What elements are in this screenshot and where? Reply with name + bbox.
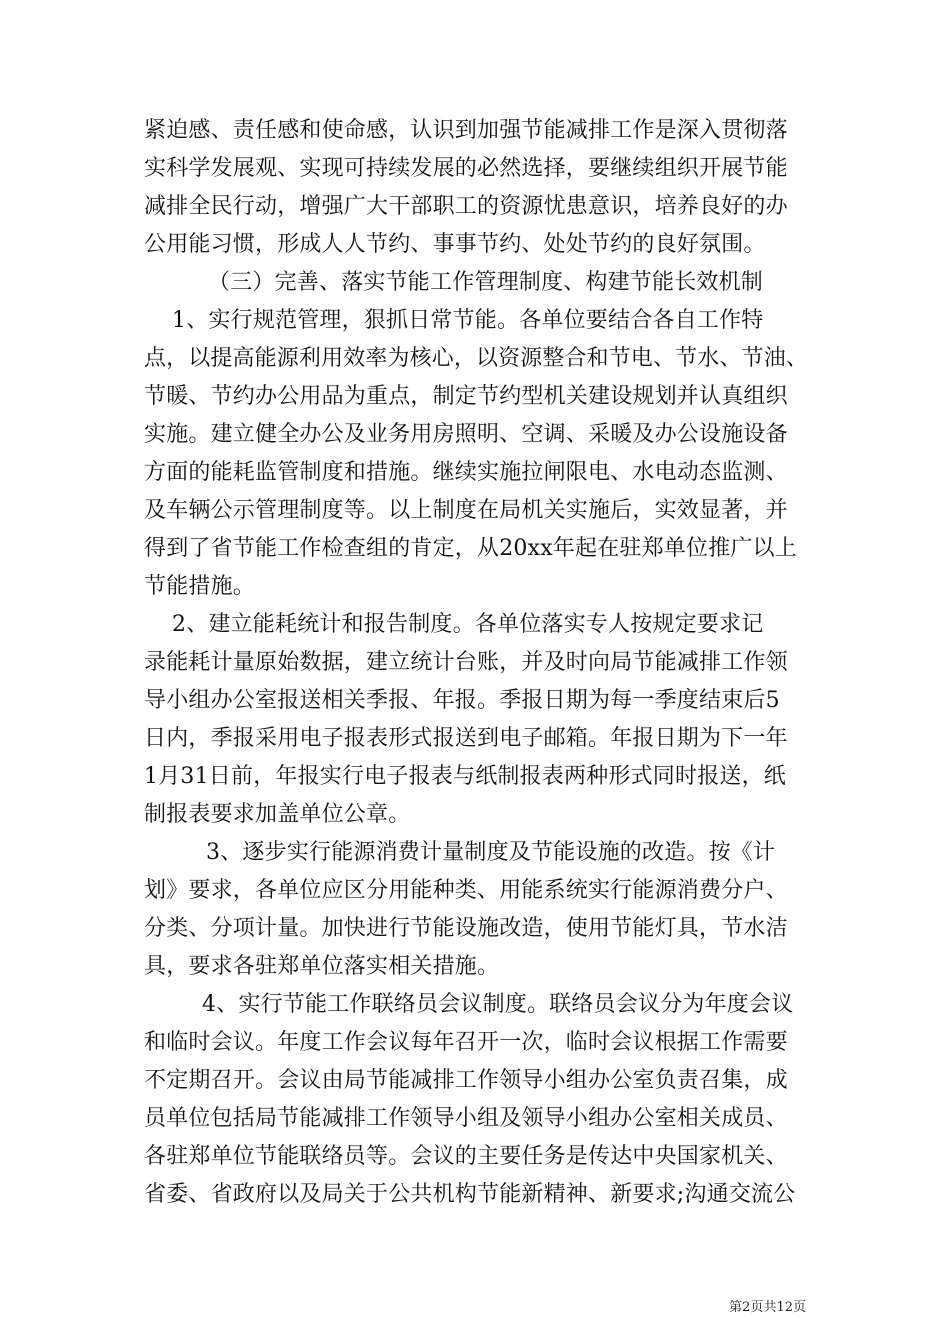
text-line: 方面的能耗监管制度和措施。继续实施拉闸限电、水电动态监测、 xyxy=(144,460,788,485)
text-line: 录能耗计量原始数据，建立统计台账，并及时向局节能减排工作领 xyxy=(144,650,788,675)
text-line: 节能措施。 xyxy=(144,574,256,599)
text-line: 及车辆公示管理制度等。以上制度在局机关实施后，实效显著，并 xyxy=(144,498,788,523)
text-line: 日内，季报采用电子报表形式报送到电子邮箱。年报日期为下一年 xyxy=(144,726,788,751)
text-line: 分类、分项计量。加快进行节能设施改造，使用节能灯具，节水洁 xyxy=(144,916,788,941)
text-line: 具，要求各驻郑单位落实相关措施。 xyxy=(144,954,500,979)
text-line: 各驻郑单位节能联络员等。会议的主要任务是传达中央国家机关、 xyxy=(144,1144,788,1169)
page-number: 第2页共12页 xyxy=(729,1300,806,1315)
section-heading: （三）完善、落实节能工作管理制度、构建节能长效机制 xyxy=(208,270,764,295)
text-line: 减排全民行动，增强广大干部职工的资源忧患意识，培养良好的办 xyxy=(144,194,788,219)
text-line: 得到了省节能工作检查组的肯定，从20xx年起在驻郑单位推广以上 xyxy=(144,536,798,561)
text-line: 2、建立能耗统计和报告制度。各单位落实专人按规定要求记 xyxy=(172,612,764,637)
text-line: 和临时会议。年度工作会议每年召开一次，临时会议根据工作需要 xyxy=(144,1030,788,1055)
text-line: 1、实行规范管理，狠抓日常节能。各单位要结合各自工作特 xyxy=(172,308,764,333)
text-line: 公用能习惯，形成人人节约、事事节约、处处节约的良好氛围。 xyxy=(144,232,766,257)
text-line: 导小组办公室报送相关季报、年报。季报日期为每一季度结束后5 xyxy=(144,688,780,713)
text-line: 划》要求，各单位应区分用能种类、用能系统实行能源消费分户、 xyxy=(144,878,788,903)
text-line: 1月31日前，年报实行电子报表与纸制报表两种形式同时报送，纸 xyxy=(144,764,786,789)
text-line: 实施。建立健全办公及业务用房照明、空调、采暖及办公设施设备 xyxy=(144,422,788,447)
text-line: 紧迫感、责任感和使命感，认识到加强节能减排工作是深入贯彻落 xyxy=(144,118,788,143)
text-line: 员单位包括局节能减排工作领导小组及领导小组办公室相关成员、 xyxy=(144,1106,788,1131)
text-line: 实科学发展观、实现可持续发展的必然选择，要继续组织开展节能 xyxy=(144,156,788,181)
text-line: 节暖、节约办公用品为重点，制定节约型机关建设规划并认真组织 xyxy=(144,384,788,409)
text-line: 4、实行节能工作联络员会议制度。联络员会议分为年度会议 xyxy=(202,992,794,1017)
text-line: 不定期召开。会议由局节能减排工作领导小组办公室负责召集，成 xyxy=(144,1068,788,1093)
text-line: 省委、省政府以及局关于公共机构节能新精神、新要求;沟通交流公 xyxy=(144,1182,796,1207)
text-line: 3、逐步实行能源消费计量制度及节能设施的改造。按《计 xyxy=(206,840,776,865)
text-line: 制报表要求加盖单位公章。 xyxy=(144,802,411,827)
text-line: 点，以提高能源利用效率为核心，以资源整合和节电、节水、节油、 xyxy=(144,346,809,371)
